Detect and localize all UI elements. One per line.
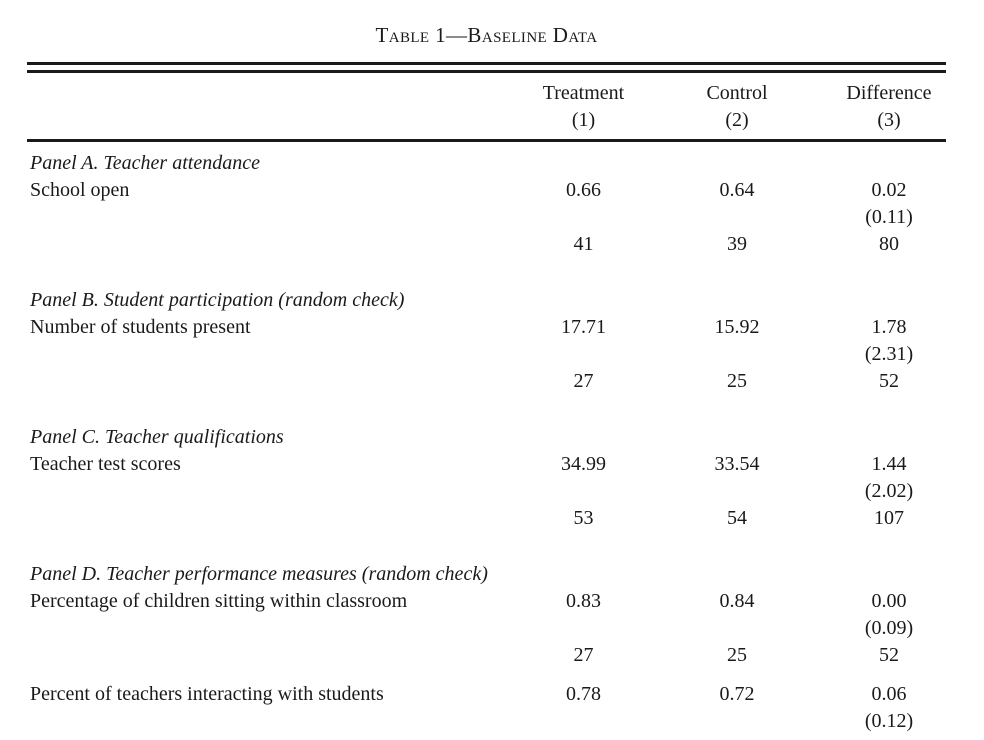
column-number-2: (2) — [725, 109, 749, 131]
column-header-block — [27, 73, 946, 134]
empty-cell — [27, 642, 505, 669]
column-header-control: Control — [706, 82, 768, 104]
empty-cell — [27, 368, 505, 395]
se-row — [27, 341, 946, 368]
empty-cell — [662, 204, 812, 231]
column-number-3: (3) — [877, 109, 901, 131]
n-difference: 107 — [874, 507, 904, 529]
value-treatment: 34.99 — [561, 453, 606, 475]
value-treatment: 17.71 — [561, 316, 606, 338]
n-row — [27, 505, 946, 532]
n-difference: 52 — [879, 644, 899, 666]
value-difference: 1.78 — [871, 316, 907, 338]
value-treatment: 0.78 — [566, 683, 601, 705]
panel-d — [27, 561, 946, 735]
empty-cell — [27, 505, 505, 532]
panel-b — [27, 287, 946, 395]
n-treatment: 27 — [573, 370, 594, 392]
row-label: Percentage of children sitting within classroom — [30, 590, 408, 612]
value-difference: 0.00 — [871, 590, 907, 612]
column-numbers-row — [27, 107, 946, 134]
se-row — [27, 204, 946, 231]
row-group-test-scores — [27, 451, 946, 532]
empty-cell — [27, 204, 505, 231]
n-difference: 52 — [879, 370, 899, 392]
row-label: Teacher test scores — [30, 453, 181, 475]
n-control: 25 — [727, 644, 747, 666]
se-difference: (0.11) — [865, 206, 913, 228]
panel-heading-row — [27, 561, 946, 588]
row-group-teachers-interacting — [27, 681, 946, 735]
data-row — [27, 451, 946, 478]
column-number-1: (1) — [571, 109, 596, 131]
value-difference: 1.44 — [871, 453, 907, 475]
value-difference: 0.02 — [871, 179, 907, 201]
empty-cell — [27, 341, 505, 368]
header-rule — [27, 139, 946, 142]
n-treatment: 41 — [573, 233, 594, 255]
empty-cell — [505, 615, 662, 642]
empty-cell — [505, 204, 662, 231]
panel-c — [27, 424, 946, 532]
empty-cell — [662, 615, 812, 642]
empty-cell — [662, 708, 812, 735]
se-row — [27, 615, 946, 642]
empty-cell — [27, 615, 505, 642]
panel-c-heading: Panel C. Teacher qualifications — [30, 426, 284, 448]
table-title: Table 1—Baseline Data — [375, 23, 598, 47]
n-row — [27, 231, 946, 258]
row-label: Number of students present — [30, 316, 251, 338]
row-label: Percent of teachers interacting with students — [30, 683, 384, 705]
value-treatment: 0.83 — [566, 590, 601, 612]
se-row — [27, 478, 946, 505]
row-label: School open — [30, 179, 130, 201]
data-row — [27, 681, 946, 708]
value-control: 15.92 — [714, 316, 760, 338]
data-row — [27, 588, 946, 615]
value-control: 0.72 — [719, 683, 755, 705]
value-control: 33.54 — [714, 453, 760, 475]
value-treatment: 0.66 — [566, 179, 601, 201]
panel-a-heading: Panel A. Teacher attendance — [30, 152, 260, 174]
empty-cell — [505, 478, 662, 505]
n-treatment: 53 — [573, 507, 594, 529]
panel-a — [27, 150, 946, 258]
se-difference: (0.12) — [864, 710, 914, 732]
data-row — [27, 177, 946, 204]
se-difference: (2.02) — [864, 480, 914, 502]
row-group-school-open — [27, 177, 946, 258]
empty-cell — [27, 107, 505, 134]
n-control: 39 — [727, 233, 747, 255]
empty-cell — [27, 80, 505, 107]
n-control: 54 — [727, 507, 747, 529]
data-row — [27, 314, 946, 341]
empty-cell — [662, 341, 812, 368]
row-group-students-present — [27, 314, 946, 395]
se-difference: (2.31) — [864, 343, 914, 365]
se-difference: (0.09) — [864, 617, 914, 639]
value-control: 0.84 — [719, 590, 755, 612]
n-control: 25 — [727, 370, 747, 392]
se-row — [27, 708, 946, 735]
column-header-treatment: Treatment — [542, 82, 625, 104]
n-treatment: 27 — [573, 644, 594, 666]
n-difference: 80 — [879, 233, 899, 255]
n-row — [27, 642, 946, 669]
row-group-children-sitting — [27, 588, 946, 669]
panel-heading-row — [27, 287, 946, 314]
value-difference: 0.06 — [871, 683, 907, 705]
empty-cell — [505, 341, 662, 368]
empty-cell — [27, 478, 505, 505]
panel-heading-row — [27, 424, 946, 451]
column-header-difference: Difference — [846, 82, 932, 104]
empty-cell — [27, 708, 505, 735]
baseline-data-table — [27, 22, 946, 735]
empty-cell — [505, 708, 662, 735]
column-labels-row — [27, 80, 946, 107]
empty-cell — [27, 231, 505, 258]
top-double-rule — [27, 62, 946, 73]
n-row — [27, 368, 946, 395]
panel-b-heading: Panel B. Student participation (random check) — [30, 289, 405, 311]
panel-d-heading: Panel D. Teacher performance measures (random check) — [30, 563, 488, 585]
panel-heading-row — [27, 150, 946, 177]
value-control: 0.64 — [719, 179, 755, 201]
empty-cell — [662, 478, 812, 505]
